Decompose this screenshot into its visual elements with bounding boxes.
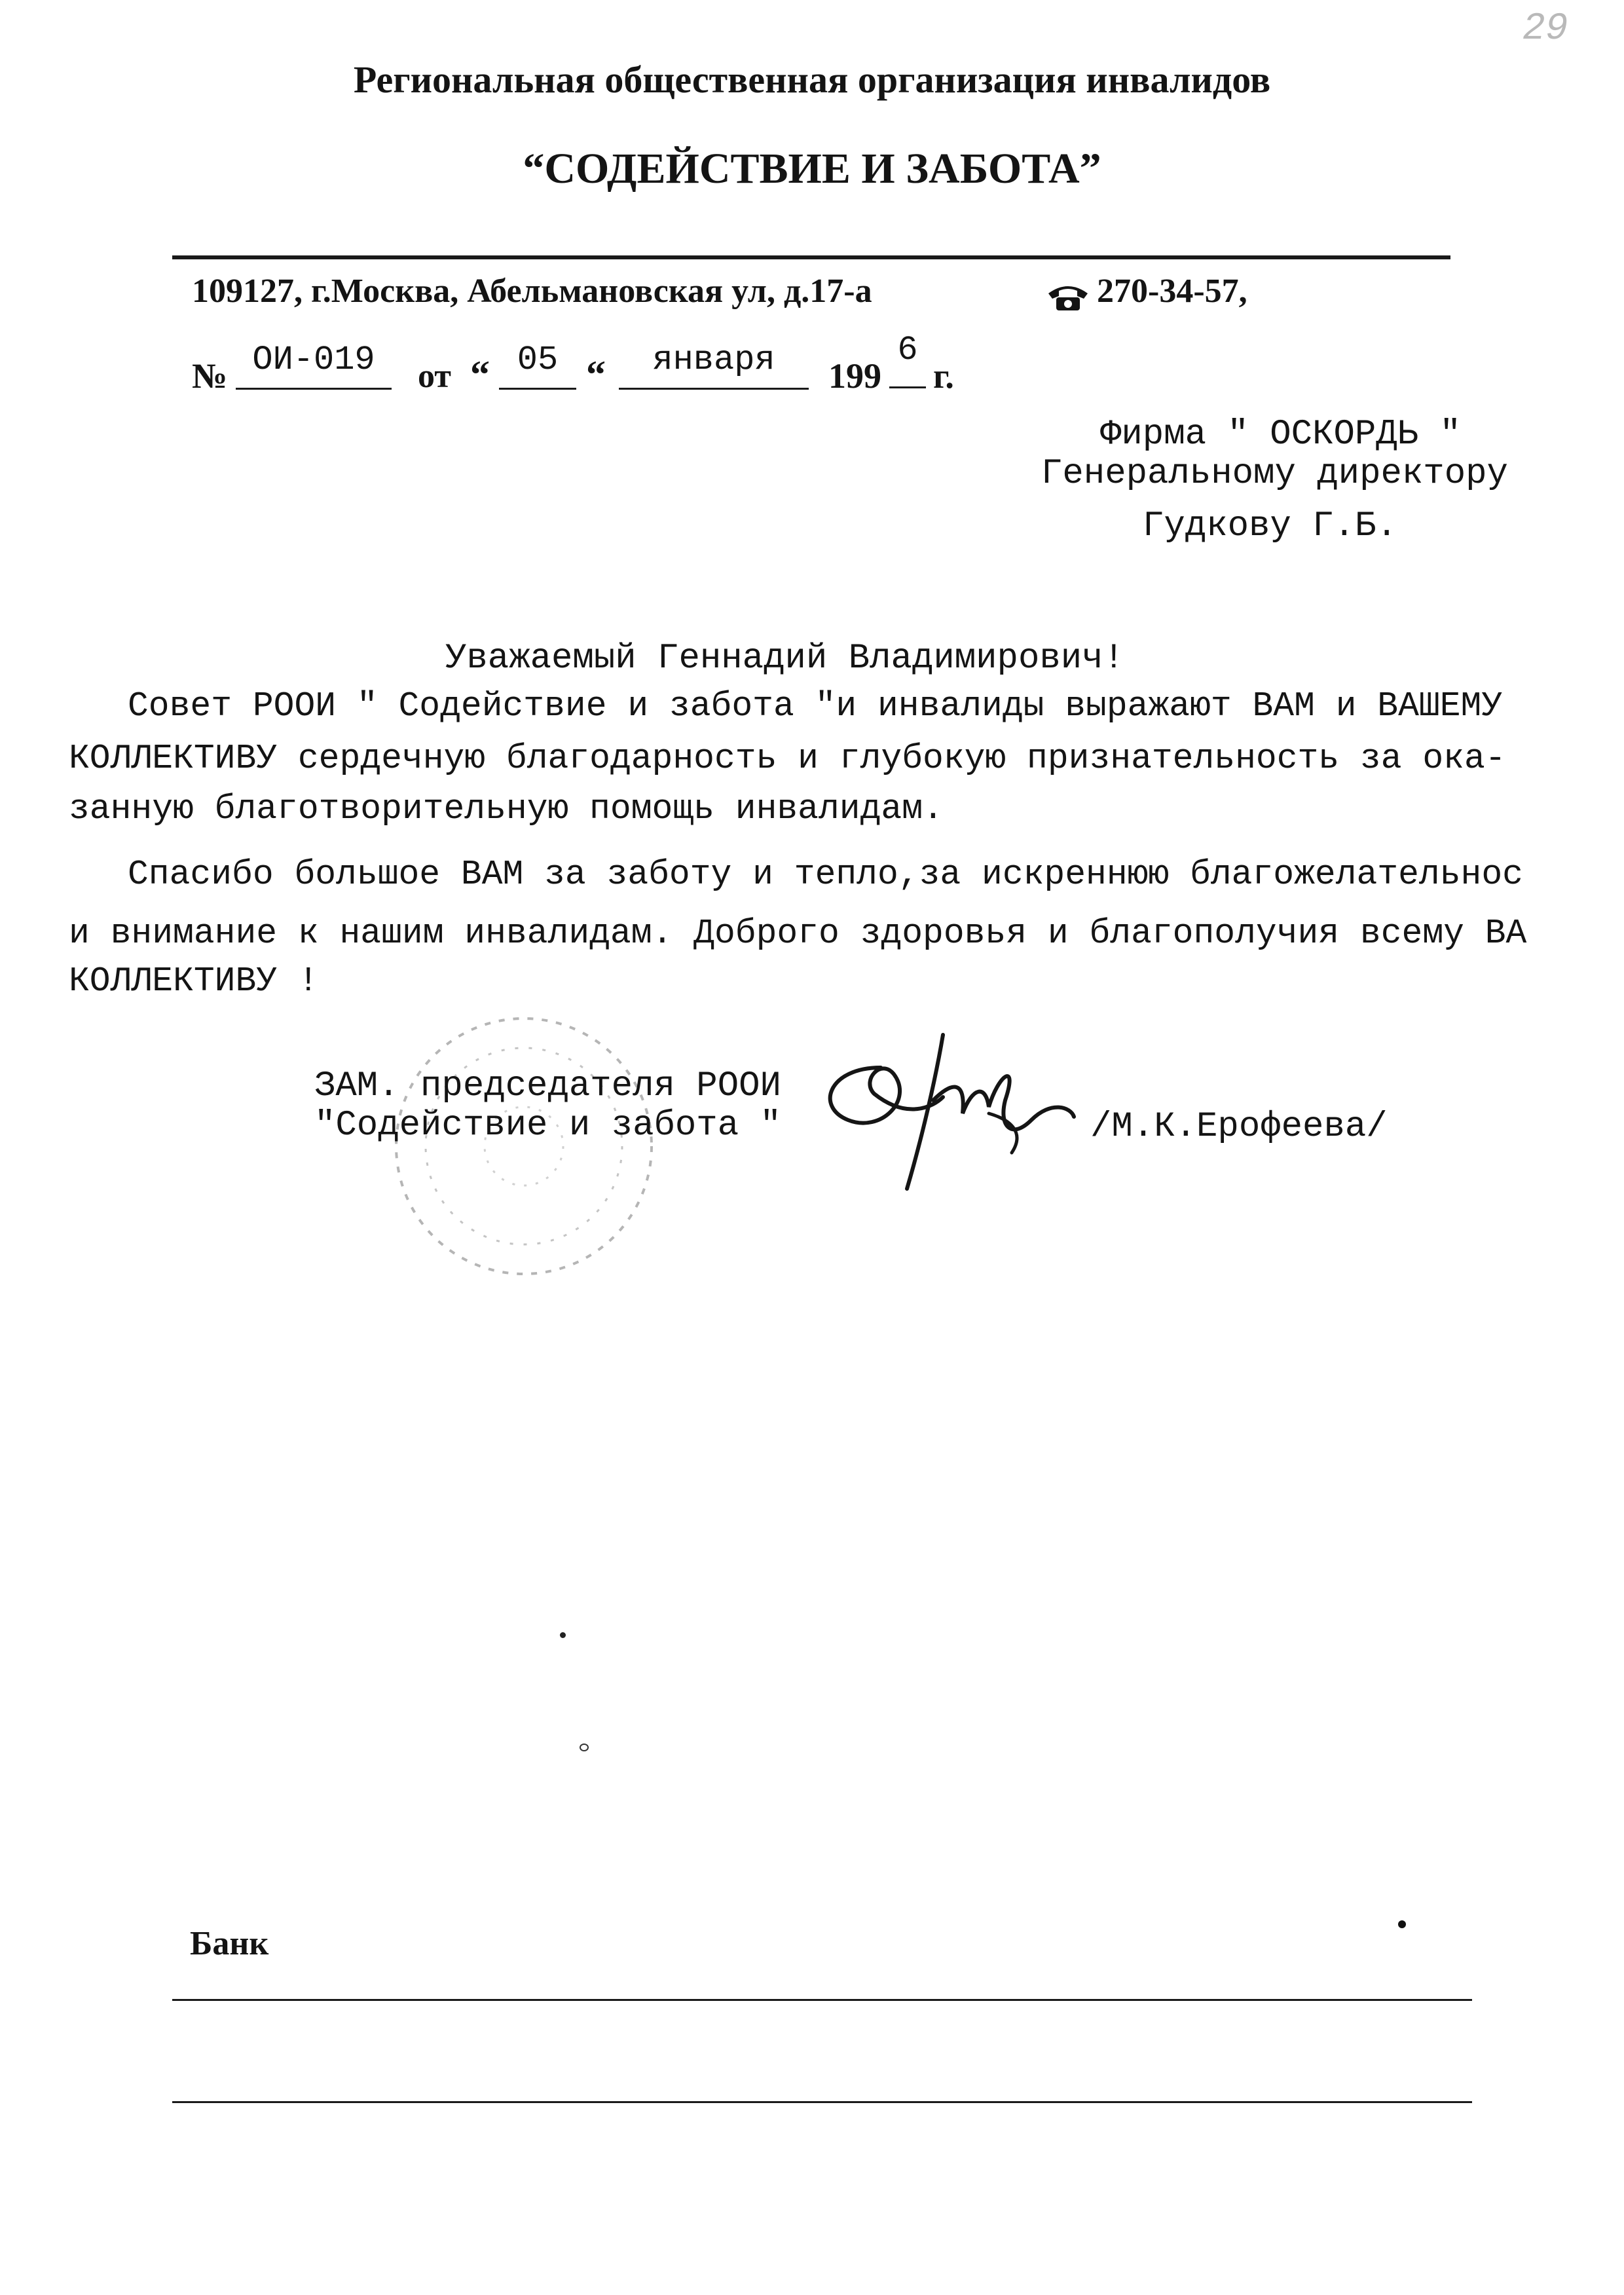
letterhead-rule <box>172 255 1450 259</box>
scan-speck <box>560 1632 566 1638</box>
signatory-title-line1: ЗАМ. председателя РООИ <box>314 1066 781 1106</box>
addressee-firm: Фирма " ОСКОРДЬ " <box>1100 415 1461 455</box>
organization-name: “СОДЕЙСТВИЕ И ЗАБОТА” <box>523 145 1101 193</box>
bank-line-2 <box>172 2101 1472 2103</box>
phone-number: 270-34-57, <box>1097 272 1247 310</box>
date-month: января <box>652 341 775 379</box>
document-number: ОИ-019 <box>252 341 375 379</box>
organization-heading: Региональная общественная организация инвалидов <box>353 58 1271 101</box>
document-number-field <box>236 341 392 390</box>
paragraph2-line3: КОЛЛЕКТИВУ ! <box>69 961 319 1001</box>
year-suffix: г. <box>933 356 954 396</box>
paragraph2-line1: Спасибо большое ВАМ за заботу и тепло,за искреннюю благожелательнос <box>128 855 1523 894</box>
signatory-title-line2: "Содействие и забота " <box>314 1106 781 1146</box>
signatory-name: /М.К.Ерофеева/ <box>1090 1107 1388 1147</box>
scan-speck <box>1398 1920 1406 1928</box>
addressee-position: Генеральному директору <box>1041 454 1508 494</box>
year-digit-field <box>889 331 926 388</box>
date-day-field <box>499 341 576 390</box>
paragraph1-line3: занную благотворительную помощь инвалидам. <box>69 789 944 829</box>
number-label: № <box>192 356 228 396</box>
date-day: 05 <box>517 341 559 379</box>
year-digit: 6 <box>897 331 918 369</box>
salutation: Уважаемый Геннадий Владимирович! <box>445 639 1124 679</box>
scan-speck <box>580 1744 589 1751</box>
bank-label: Банк <box>190 1925 269 1962</box>
open-quote: “ <box>470 353 490 396</box>
page-number-pencil: 29 <box>1522 8 1568 50</box>
paragraph2-line2: и внимание к нашим инвалидам. Доброго здоровья и благополучия всему ВА <box>69 914 1527 953</box>
handwritten-signature <box>802 1022 1084 1205</box>
addressee-name: Гудкову Г.Б. <box>1143 506 1397 546</box>
official-stamp <box>386 1009 661 1284</box>
paragraph1-line1: Совет РООИ " Содействие и забота "и инвалиды выражают ВАМ и ВАШЕМУ <box>128 686 1503 726</box>
telephone-icon <box>1044 280 1092 312</box>
paragraph1-line2: КОЛЛЕКТИВУ сердечную благодарность и глубокую признательность за ока- <box>69 739 1506 778</box>
date-from-label: от <box>418 358 451 395</box>
date-month-field <box>619 341 809 390</box>
address: 109127, г.Москва, Абельмановская ул, д.17-а <box>192 272 872 310</box>
year-prefix: 199 <box>828 356 881 396</box>
close-quote: “ <box>586 353 606 396</box>
bank-line-1 <box>172 1999 1472 2001</box>
